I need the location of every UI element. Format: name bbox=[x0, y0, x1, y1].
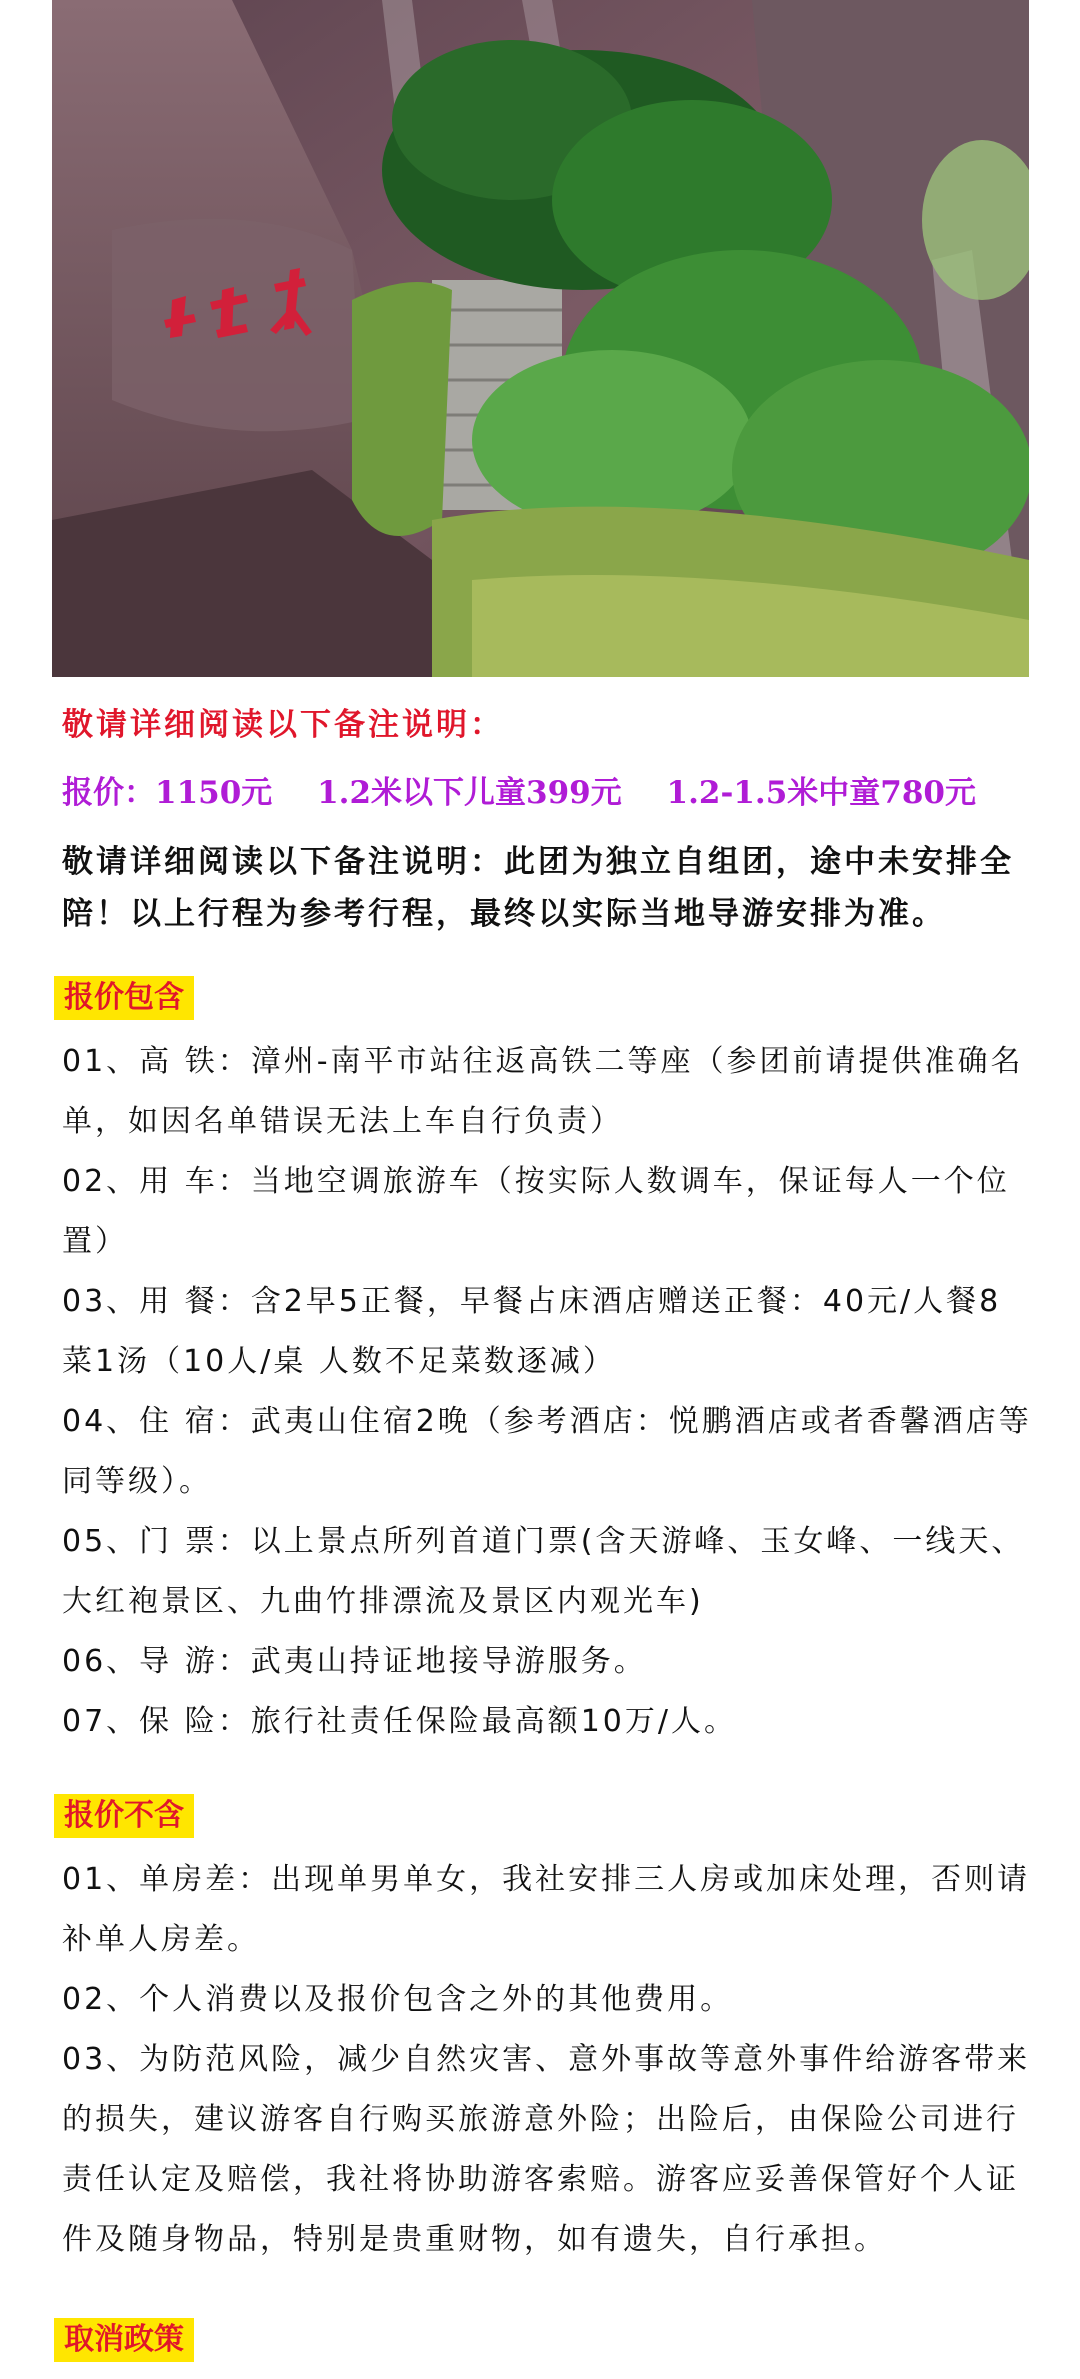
list-item: 03、为防范风险，减少自然灾害、意外事故等意外事件给游客带来的损失，建议游客自行购买旅游意外险；出险后，由保险公司进行责任认定及赔偿，我社将协助游客索赔。游客应妥善保管好个人证件及随身物品，特别是贵重财物，如有遗失，自行承担。 bbox=[62, 2042, 1031, 2257]
excluded-title: 报价不含 bbox=[54, 1794, 194, 1838]
included-list bbox=[62, 1032, 1032, 1752]
excluded-list bbox=[62, 1850, 1032, 2270]
list-item: 03、用 餐：含2早5正餐，早餐占床酒店赠送正餐：40元/人餐8菜1汤（10人/桌 人数不足菜数逐减） bbox=[62, 1284, 1002, 1379]
included-title: 报价包含 bbox=[54, 976, 194, 1020]
list-item: 06、导 游：武夷山持证地接导游服务。 bbox=[62, 1644, 647, 1679]
price-line bbox=[62, 766, 1032, 820]
child-price-1-2-to-1-5: 1.2-1.5米中童780元 bbox=[666, 775, 976, 811]
list-item: 02、个人消费以及报价包含之外的其他费用。 bbox=[62, 1982, 734, 2017]
list-item: 01、单房差：出现单男单女，我社安排三人房或加床处理，否则请补单人房差。 bbox=[62, 1862, 1031, 1957]
notice-heading: 敬请详细阅读以下备注说明： bbox=[62, 707, 504, 743]
adult-price: 报价：1150元 bbox=[62, 775, 273, 811]
list-item: 01、高 铁：漳州-南平市站往返高铁二等座（参团前请提供准确名单，如因名单错误无法上车自行负责） bbox=[62, 1044, 1024, 1139]
list-item: 07、保 险：旅行社责任保险最高额10万/人。 bbox=[62, 1704, 737, 1739]
da-hong-pao-cliff-image bbox=[52, 0, 1029, 677]
child-price-under-1-2: 1.2米以下儿童399元 bbox=[317, 775, 622, 811]
cancel-policy-title: 取消政策 bbox=[54, 2318, 194, 2362]
list-item: 04、住 宿：武夷山住宿2晚（参考酒店：悦鹏酒店或者香馨酒店等同等级）。 bbox=[62, 1404, 1032, 1499]
tour-notes bbox=[62, 690, 1032, 2362]
group-notice: 敬请详细阅读以下备注说明：此团为独立自组团，途中未安排全陪！以上行程为参考行程，最终以实际当地导游安排为准。 bbox=[62, 844, 1014, 932]
list-item: 05、门 票：以上景点所列首道门票(含天游峰、玉女峰、一线天、大红袍景区、九曲竹排漂流及景区内观光车) bbox=[62, 1524, 1025, 1619]
list-item: 02、用 车：当地空调旅游车（按实际人数调车，保证每人一个位置） bbox=[62, 1164, 1010, 1259]
scenic-photo bbox=[52, 0, 1029, 677]
